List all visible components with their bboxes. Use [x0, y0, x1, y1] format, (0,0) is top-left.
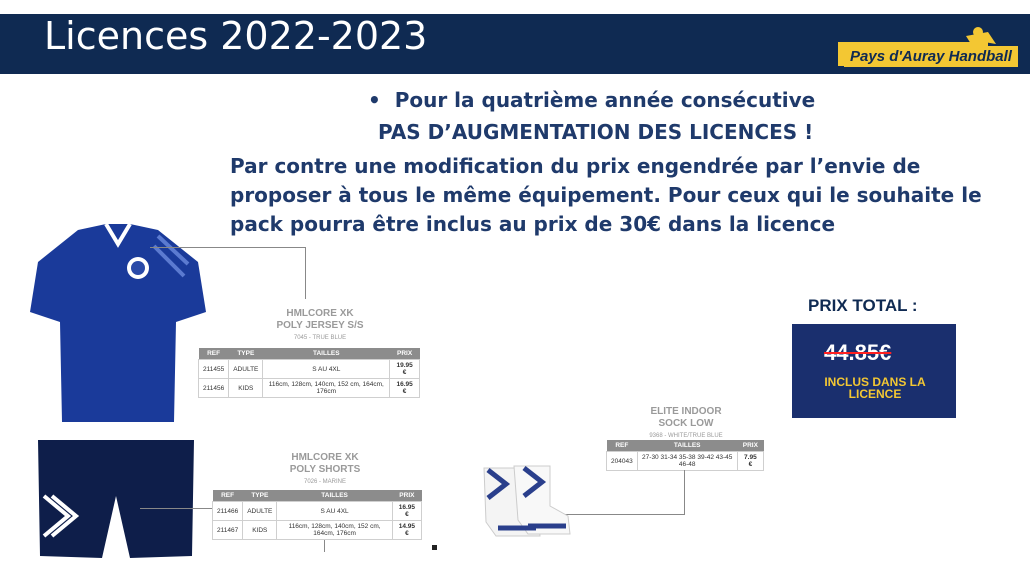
jersey-connector-line: [150, 247, 306, 248]
headline-no-increase: PAS D’AUGMENTATION DES LICENCES !: [378, 120, 814, 144]
shorts-title: HMLCORE XK POLY SHORTS 7026 - MARINE: [289, 452, 361, 485]
table-row: 204043 27-30 31-34 35-38 39-42 43-45 46-48 7.95 €: [607, 452, 764, 471]
price-box: [792, 324, 956, 418]
socks-title: ELITE INDOOR SOCK LOW 9368 - WHITE/TRUE BLUE: [649, 406, 723, 439]
jersey-image: [28, 222, 208, 432]
table-row: 211467 KIDS 116cm, 128cm, 140cm, 152 cm, 164cm, 176cm 14.95 €: [213, 521, 422, 540]
page-title: Licences 2022-2023: [44, 14, 428, 58]
bullet-icon: •: [368, 88, 395, 112]
socks-connector-line: [560, 514, 685, 515]
shorts-image: [34, 436, 199, 566]
slide-marker: [432, 545, 437, 550]
price-explanation: Par contre une modification du prix engendrée par l’envie de proposer à tous le même équipement. Pour ceux qui le souhaite le pack pourra être inclus au prix de 30€ dans la licence: [230, 154, 982, 236]
club-logo: [838, 22, 1012, 68]
shorts-price-table: [212, 490, 422, 540]
jersey-title: HMLCORE XK POLY JERSEY S/S 7045 - TRUE BLUE: [276, 308, 364, 341]
total-price-title: PRIX TOTAL :: [808, 296, 918, 315]
table-header-row: REF TYPE TAILLES PRIX: [199, 348, 420, 360]
jersey-price-table: [198, 348, 420, 398]
crossed-old-price: 44.85€: [824, 340, 892, 365]
club-logo-text: Pays d'Auray Handball: [844, 46, 1018, 67]
included-in-licence-text: INCLUS DANS LA LICENCE: [824, 375, 926, 401]
shorts-connector-line: [140, 508, 212, 509]
table-header-row: REF TYPE TAILLES PRIX: [213, 490, 422, 502]
bullet-text: Pour la quatrième année consécutive: [394, 88, 816, 112]
jersey-connector-vertical: [305, 247, 306, 299]
shorts-connector-vertical: [324, 540, 325, 552]
table-row: 211466 ADULTE S AU 4XL 16.95 €: [213, 502, 422, 521]
table-row: 211455 ADULTE S AU 4XL 19.95 €: [199, 360, 420, 379]
socks-price-table: [606, 440, 764, 471]
table-row: 211456 KIDS 116cm, 128cm, 140cm, 152 cm, 164cm, 176cm 16.95 €: [199, 379, 420, 398]
socks-image: [478, 462, 573, 542]
bullet-point: [368, 88, 815, 112]
table-header-row: REF TAILLES PRIX: [607, 440, 764, 452]
socks-connector-vertical: [684, 470, 685, 514]
